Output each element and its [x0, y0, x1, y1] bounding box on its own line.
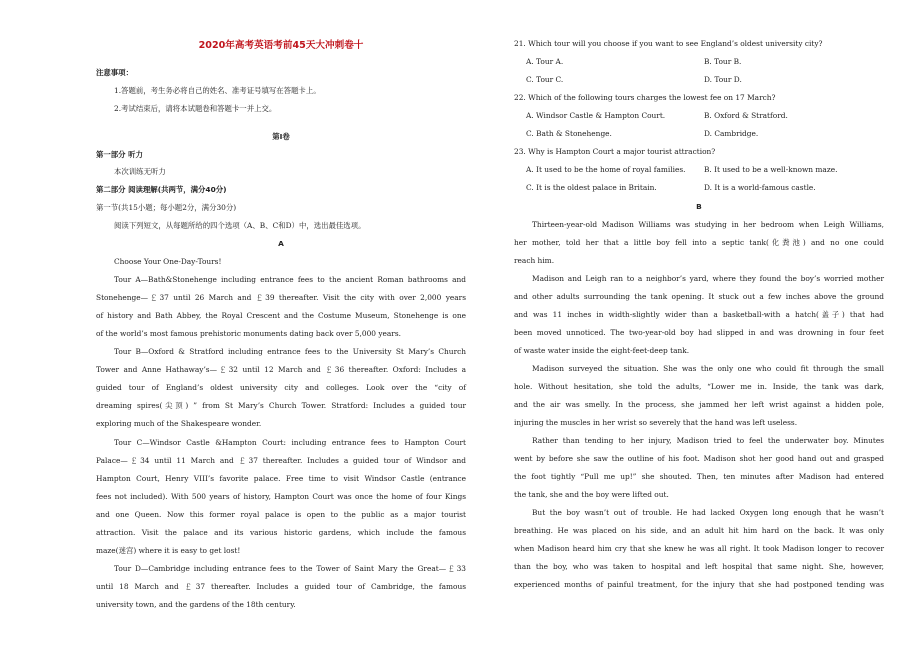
answer-option[interactable]: D. Tour D. [704, 75, 742, 84]
passage-b-label: B [696, 202, 702, 211]
question-stem: 21. Which tour will you choose if you want to see England’s oldest university city? [514, 39, 823, 48]
passage-line: the tank, she and the boy were lifted out. [514, 490, 669, 499]
passage-line: Tour C—Windsor Castle &Hampton Court: including entrance fees to Hampton Court [114, 438, 466, 447]
answer-option[interactable]: D. Cambridge. [704, 129, 759, 138]
answer-option[interactable]: D. It is a world-famous castle. [704, 183, 816, 192]
passage-line: exploring much of the Shakespeare wonder. [96, 419, 262, 428]
passage-line: hole. Without hesitation, she told the adults, “Lower me in. Inside, the tank was dark, [514, 382, 884, 391]
passage-line: of waste water inside the eight-feet-deep tank. [514, 346, 690, 355]
part1-heading: 第一部分 听力 [96, 150, 143, 159]
passage-line: breathing. He was placed on his side, and an adult hit him hard on the back. It was only [514, 526, 884, 535]
passage-line: Madison surveyed the situation. She was the only one who could fit through the small [532, 364, 884, 373]
passage-line: and one Queen. Now this former royal palace is open to the public as a major tourist [96, 510, 466, 519]
notice-heading: 注意事项： [96, 68, 133, 77]
passage-line: Tower and Anne Hathaway’s—￡32 until 12 March and ￡36 thereafter. Oxford: Includes a [96, 365, 466, 374]
part1-note: 本次训练无听力 [114, 167, 166, 176]
passage-line: went by before she saw the outline of his foot. Madison shot her good hand out and grasped [514, 454, 884, 463]
answer-option[interactable]: C. Tour C. [526, 75, 564, 84]
passage-line: and was 11 inches in width-slightly wider than a basketball-with a hatch(盖子) that had [514, 310, 884, 319]
passage-line: Tour A—Bath&Stonehenge including entrance fees to the ancient Roman bathrooms and [114, 275, 466, 284]
passage-line: guided tour of England’s oldest university city and colleges. Look over the “city of [96, 383, 466, 392]
answer-option[interactable]: B. Oxford & Stratford. [704, 111, 788, 120]
passage-line: Tour B—Oxford & Stratford including entrance fees to the University St Mary’s Church [114, 347, 466, 356]
passage-line: Thirteen-year-old Madison Williams was studying in her bedroom when Leigh Williams, [532, 220, 884, 229]
passage-line: been moved unnoticed. The two-year-old boy had slipped in and was drowning in four feet [514, 328, 884, 337]
answer-option[interactable]: B. It used to be a well-known maze. [704, 165, 838, 174]
notice-item: 1.答题前，考生务必将自己的姓名、准考证号填写在答题卡上。 [114, 86, 321, 95]
passage-line: of the world’s most famous prehistoric monuments dating back over 5,000 years. [96, 329, 401, 338]
passage-line: and other adults surrounding the tank opening. It stuck out a few inches above the ground [514, 292, 884, 301]
passage-line: Tour D—Cambridge including entrance fees to the Tower of Saint Mary the Great—￡33 [114, 564, 466, 573]
passage-line: university town, and the gardens of the 18th century. [96, 600, 296, 609]
passage-line: Choose Your One-Day-Tours! [114, 257, 222, 266]
passage-line: than the boy, who was taken to hospital and left hospital that same night. She, however, [514, 562, 884, 571]
passage-line: Rather than tending to her injury, Madison tried to feel the underwater boy. Minutes [532, 436, 884, 445]
passage-line: Madison and Leigh ran to a neighbor’s yard, where they found the boy’s worried mother [532, 274, 884, 283]
answer-option[interactable]: C. It is the oldest palace in Britain. [526, 183, 657, 192]
passage-line: maze(迷宫) where it is easy to get lost! [96, 546, 241, 555]
passage-a-label: A [278, 239, 284, 248]
answer-option[interactable]: A. Windsor Castle & Hampton Court. [526, 111, 666, 120]
passage-line: Palace—￡34 until 11 March and ￡37 thereafter. Includes a guided tour of Windsor and [96, 456, 466, 465]
answer-option[interactable]: B. Tour B. [704, 57, 742, 66]
passage-line: Hampton Court, Henry VIII’s favorite palace. Free time to visit Windsor Castle (entrance [96, 474, 466, 483]
answer-option[interactable]: A. Tour A. [526, 57, 564, 66]
passage-line: the foot tightly “Pull me up!” she shouted. Then, ten minutes after Madison had entered [514, 472, 884, 481]
passage-line: until 18 March and ￡37 thereafter. Includes a guided tour of Cambridge, the famous [96, 582, 466, 591]
question-stem: 23. Why is Hampton Court a major tourist attraction? [514, 147, 716, 156]
notice-item: 2.考试结束后，请将本试题卷和答题卡一并上交。 [114, 104, 277, 113]
volume-heading: 第Ⅰ卷 [272, 132, 290, 141]
passage-line: and the air was smelly. In the process, she jammed her left wrist against a hidden pole, [514, 400, 884, 409]
passage-line: Stonehenge—￡37 until 26 March and ￡39 thereafter. Visit the city with over 2,000 years [96, 293, 466, 302]
passage-line: when Madison heard him cry that she knew he was all right. It took Madison longer to recover [514, 544, 884, 553]
part2-heading: 第二部分 阅读理解(共两节，满分40分) [96, 185, 227, 194]
passage-line: reach him. [514, 256, 555, 265]
exam-title: 2020年高考英语考前45天大冲刺卷十 [198, 40, 364, 51]
passage-line: of history and Bath Abbey, the Royal Crescent and the Costume Museum, Stonehenge is one [96, 311, 466, 320]
question-stem: 22. Which of the following tours charges the lowest fee on 17 March? [514, 93, 776, 102]
instructions: 阅读下列短文，从每题所给的四个选项（A、B、C和D）中，选出最佳选项。 [114, 221, 366, 230]
answer-option[interactable]: C. Bath & Stonehenge. [526, 129, 612, 138]
section1-heading: 第一节(共15小题；每小题2分，满分30分) [96, 203, 237, 212]
passage-line: But the boy wasn’t out of trouble. He had lacked Oxygen long enough that he wasn’t [532, 508, 884, 517]
passage-line: experienced months of painful treatment, for the injury that she had postponed tending was [514, 580, 884, 589]
answer-option[interactable]: A. It used to be the home of royal families. [526, 165, 686, 174]
passage-line: fees not included). With 500 years of history, Hampton Court was once the home of four Kings [96, 492, 466, 501]
passage-line: attraction. Visit the palace and its various historic gardens, which include the famous [96, 528, 466, 537]
passage-line: injuring the muscles in her wrist so severely that the hand was left useless. [514, 418, 798, 427]
passage-line: her mother, told her that a little boy fell into a septic tank(化粪池) and no one could [514, 238, 884, 247]
passage-line: dreaming spires(尖顶) ” from St Mary’s Church Tower. Stratford: Includes a guided tour [96, 401, 466, 410]
